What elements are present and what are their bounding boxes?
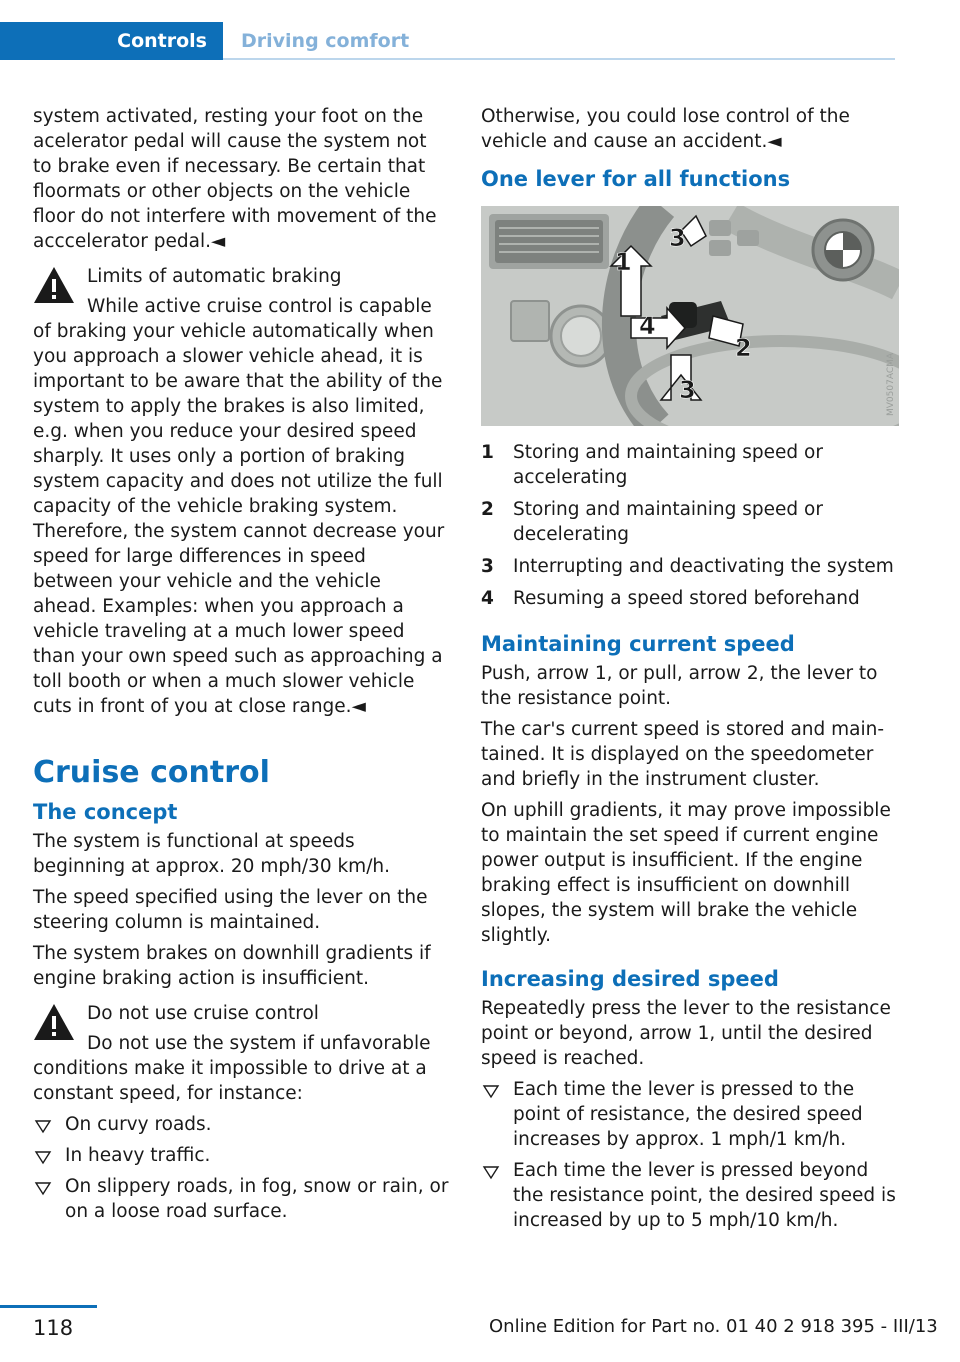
heading-maintaining-speed: Maintaining current speed <box>481 632 795 656</box>
increase-list <box>481 1077 897 1233</box>
list-item <box>481 1158 897 1233</box>
legend-item <box>481 586 897 611</box>
triangle-bullet-icon <box>481 1158 501 1183</box>
conditions-list <box>33 1112 449 1224</box>
heading-increasing-speed: Increasing desired speed <box>481 967 779 991</box>
maintain-paragraph-3: On uphill gradients, it may prove impossible to maintain the set speed if current engine power output is insufficient. If the engine braking effect is insufficient on downhill slopes, the system will brake the vehicle slightly. <box>481 800 891 946</box>
warning-body: Do not use the system if unfavorable conditions make it impossible to drive at a constant speed, for instance: <box>33 1033 431 1104</box>
increase-paragraph: Repeatedly press the lever to the resistance point or beyond, arrow 1, until the desired speed is reached. <box>481 998 891 1069</box>
page-header <box>0 22 895 60</box>
legend-number: 3 <box>481 556 494 577</box>
section-heading-cruise-control: Cruise control <box>33 755 270 790</box>
concept-paragraph-3: The system brakes on downhill gradients if engine braking action is insufficient. <box>33 943 431 989</box>
concept-paragraph-2: The speed specified using the lever on the steering column is maintained. <box>33 887 428 933</box>
warning-body: While active cruise control is capable of braking your vehicle automatically when you approach a slower vehicle ahead, it is important to be aware that the ability of the system to apply the brakes is also limited, e.g. when you reduce your desired speed sharply. It uses only a portion of braking system capacity and does not utilize the full capacity of the vehicle braking system. Therefore, the system cannot decrease your speed for large differences in speed between your vehicle and the vehicle ahead. Examples: when you approach a vehicle traveling at a much lower speed than your own speed such as approaching a toll booth or when a much slower vehicle cuts in front of you at close range.◄ <box>33 296 445 717</box>
legend-number: 2 <box>481 499 494 520</box>
intro-paragraph: system activated, resting your foot on the acelerator pedal will cause the system not to brake even if necessary. Be certain that floormats or other objects on the vehicle floor do not interfere with movement of the acccelerator pedal.◄ <box>33 106 437 252</box>
triangle-bullet-icon <box>481 1077 501 1102</box>
maintain-paragraph-2: The car's current speed is stored and maintained. It is displayed on the speedometer and briefly in the instrument cluster. <box>481 719 885 790</box>
list-item <box>33 1143 449 1168</box>
list-item <box>33 1112 449 1137</box>
list-item <box>33 1174 449 1224</box>
heading-one-lever: One lever for all functions <box>481 167 791 191</box>
page-number: 118 <box>33 1316 74 1340</box>
right-column <box>481 104 897 1239</box>
section-tab[interactable]: Controls <box>0 22 223 60</box>
figure-label: 1 <box>615 248 632 276</box>
figure-label: 2 <box>735 334 752 362</box>
continuation-paragraph: Otherwise, you could lose control of the vehicle and cause an accident.◄ <box>481 106 850 152</box>
legend-item <box>481 554 897 579</box>
edition-text: Online Edition for Part no. 01 40 2 918 395 - III/13 <box>489 1316 938 1337</box>
list-item-text: Each time the lever is pressed to the point of resistance, the desired speed increases by approx. 1 mph/1 km/h. <box>513 1079 863 1150</box>
maintain-paragraph-1: Push, arrow 1, or pull, arrow 2, the lever to the resistance point. <box>481 663 878 709</box>
concept-paragraph-1: The system is functional at speeds beginning at approx. 20 mph/30 km/h. <box>33 831 391 877</box>
warning-icon <box>33 1003 75 1041</box>
left-column <box>33 104 449 1230</box>
triangle-bullet-icon <box>33 1174 53 1199</box>
footer-rule <box>0 1305 97 1308</box>
legend-text: Resuming a speed stored beforehand <box>513 588 860 609</box>
legend-number: 4 <box>481 588 494 609</box>
warning-do-not-use <box>33 1001 449 1106</box>
triangle-bullet-icon <box>33 1112 53 1137</box>
triangle-bullet-icon <box>33 1143 53 1168</box>
legend-text: Interrupting and deactivating the system <box>513 556 894 577</box>
steering-lever-illustration <box>481 206 899 426</box>
list-item-text: On slippery roads, in fog, snow or rain, or on a loose road surface. <box>65 1176 449 1222</box>
figure-label: 3 <box>669 224 686 252</box>
list-item <box>481 1077 897 1152</box>
legend-text: Storing and maintaining speed or accelerating <box>513 442 823 488</box>
warning-title: Limits of automatic braking <box>87 266 342 287</box>
legend-number: 1 <box>481 442 494 463</box>
heading-the-concept: The concept <box>33 800 178 824</box>
list-item-text: In heavy traffic. <box>65 1145 211 1166</box>
figure-label: 4 <box>639 312 656 340</box>
steering-lever-figure <box>481 206 899 426</box>
list-item-text: On curvy roads. <box>65 1114 212 1135</box>
figure-label: 3 <box>679 376 696 404</box>
list-item-text: Each time the lever is pressed beyond the resistance point, the desired speed is increased by up to 5 mph/10 km/h. <box>513 1160 896 1231</box>
figure-code: MV0507ACMA <box>886 352 896 416</box>
warning-automatic-braking <box>33 264 449 719</box>
warning-icon <box>33 266 75 304</box>
legend-item <box>481 440 897 490</box>
legend-item <box>481 497 897 547</box>
warning-title: Do not use cruise control <box>87 1003 319 1024</box>
subsection-tab[interactable]: Driving comfort <box>223 22 895 60</box>
legend-text: Storing and maintaining speed or decelerating <box>513 499 823 545</box>
lever-function-legend <box>481 440 897 611</box>
